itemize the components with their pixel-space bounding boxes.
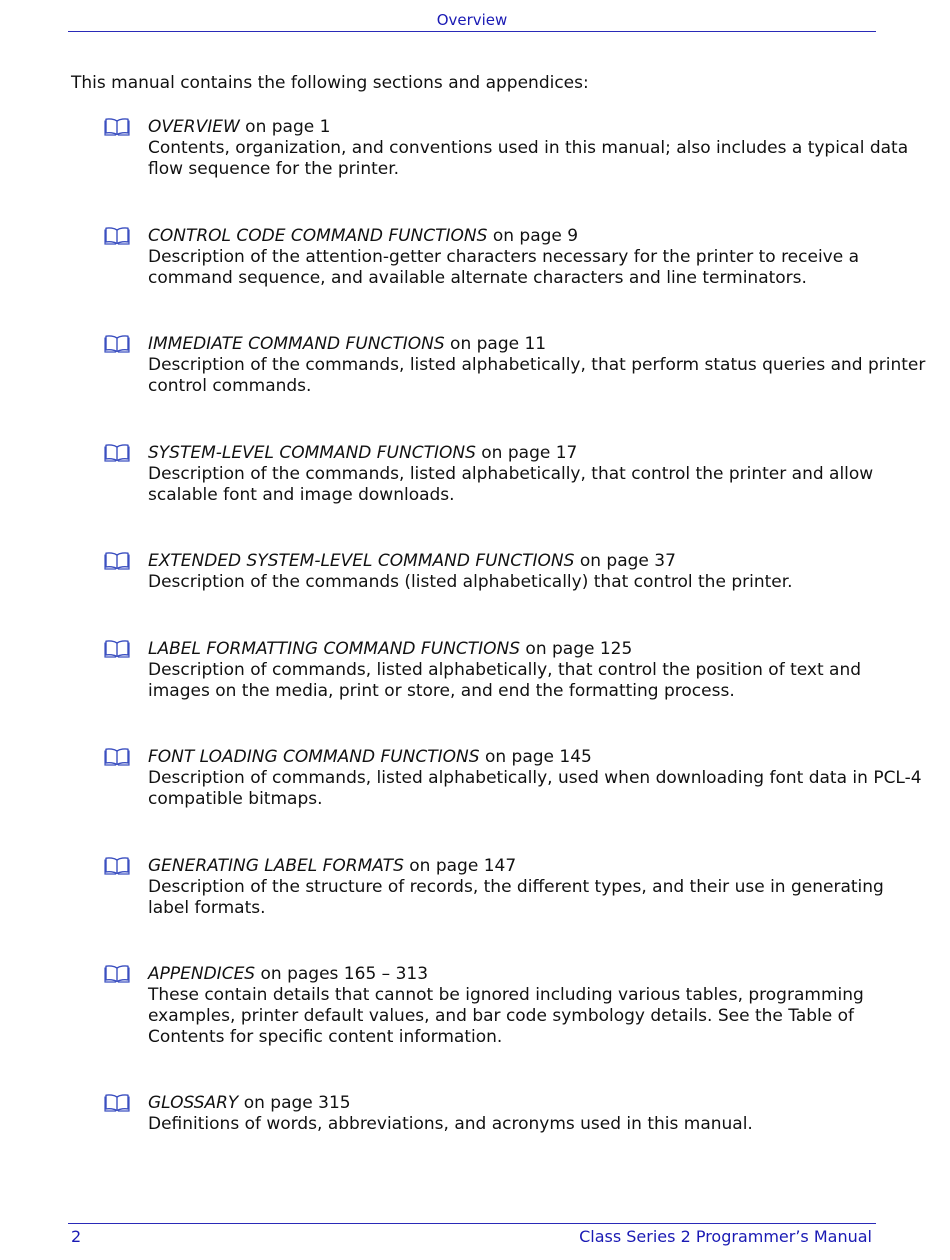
open-book-icon <box>104 551 130 570</box>
open-book-icon <box>104 856 130 875</box>
section-item <box>104 856 928 919</box>
open-book-icon <box>104 1093 130 1112</box>
section-heading <box>148 117 928 138</box>
section-description: Contents, organization, and conventions used in this manual; also includes a typical data flow sequence for the printer. <box>148 138 909 179</box>
section-name: OVERVIEW <box>148 117 240 137</box>
section-item <box>104 226 928 289</box>
section-name: CONTROL CODE COMMAND FUNCTIONS <box>148 226 488 246</box>
section-page-ref: on page 125 <box>520 639 633 659</box>
section-page-ref: on page 147 <box>403 856 517 876</box>
section-heading <box>148 1093 928 1114</box>
section-description: Description of the commands (listed alphabetically) that control the printer. <box>148 572 793 592</box>
open-book-icon <box>104 964 130 983</box>
open-book-icon <box>104 443 130 462</box>
section-description: These contain details that cannot be ignored including various tables, programming examples, printer default values, and bar code symbology details. See the Table of Contents for specific content information. <box>148 985 864 1047</box>
section-heading <box>148 551 928 572</box>
section-description: Description of the structure of records, the different types, and their use in generating label formats. <box>148 877 884 918</box>
section-page-ref: on page 17 <box>475 443 578 463</box>
section-description: Description of commands, listed alphabetically, used when downloading font data in PCL-4 compatible bitmaps. <box>148 768 922 809</box>
section-page-ref: on page 315 <box>238 1093 351 1113</box>
section-name: GLOSSARY <box>148 1093 239 1113</box>
section-page-ref: on page 1 <box>239 117 331 137</box>
section-page-ref: on page 145 <box>479 747 592 767</box>
page-footer <box>68 1223 876 1250</box>
section-name: APPENDICES <box>148 964 256 984</box>
section-item <box>104 551 928 593</box>
page-number: 2 <box>71 1227 82 1246</box>
section-item <box>104 117 928 180</box>
open-book-icon <box>104 747 130 766</box>
section-name: LABEL FORMATTING COMMAND FUNCTIONS <box>148 639 521 659</box>
open-book-icon <box>104 117 130 136</box>
section-item <box>104 334 928 397</box>
open-book-icon <box>104 226 130 245</box>
section-item <box>104 639 928 702</box>
section-page-ref: on pages 165 – 313 <box>255 964 429 984</box>
open-book-icon <box>104 334 130 353</box>
section-name: SYSTEM-LEVEL COMMAND FUNCTIONS <box>148 443 476 463</box>
header-title: Overview <box>436 11 508 29</box>
intro-text: This manual contains the following sections and appendices: <box>71 73 589 93</box>
section-item <box>104 443 928 506</box>
section-description: Description of the attention-getter characters necessary for the printer to receive a command sequence, and available alternate characters and line terminators. <box>148 247 860 288</box>
open-book-icon <box>104 639 130 658</box>
section-description: Description of commands, listed alphabetically, that control the position of text and images on the media, print or store, and end the formatting process. <box>148 660 862 701</box>
page-header <box>68 9 876 32</box>
section-heading <box>148 747 928 768</box>
section-heading <box>148 856 928 877</box>
section-page-ref: on page 11 <box>444 334 547 354</box>
section-description: Description of the commands, listed alphabetically, that control the printer and allow scalable font and image downloads. <box>148 464 874 505</box>
section-item <box>104 747 928 810</box>
section-page-ref: on page 37 <box>574 551 676 571</box>
section-name: GENERATING LABEL FORMATS <box>148 856 404 876</box>
manual-title: Class Series 2 Programmer’s Manual <box>579 1227 872 1246</box>
section-heading <box>148 639 928 660</box>
section-heading <box>148 964 928 985</box>
section-heading <box>148 334 928 355</box>
section-item <box>104 964 928 1048</box>
section-name: IMMEDIATE COMMAND FUNCTIONS <box>148 334 445 354</box>
section-heading <box>148 443 928 464</box>
section-name: EXTENDED SYSTEM-LEVEL COMMAND FUNCTIONS <box>148 551 575 571</box>
section-heading <box>148 226 928 247</box>
section-item <box>104 1093 928 1135</box>
section-page-ref: on page 9 <box>487 226 579 246</box>
section-description: Definitions of words, abbreviations, and acronyms used in this manual. <box>148 1114 753 1134</box>
section-name: FONT LOADING COMMAND FUNCTIONS <box>148 747 480 767</box>
section-description: Description of the commands, listed alphabetically, that perform status queries and printer control commands. <box>148 355 926 396</box>
